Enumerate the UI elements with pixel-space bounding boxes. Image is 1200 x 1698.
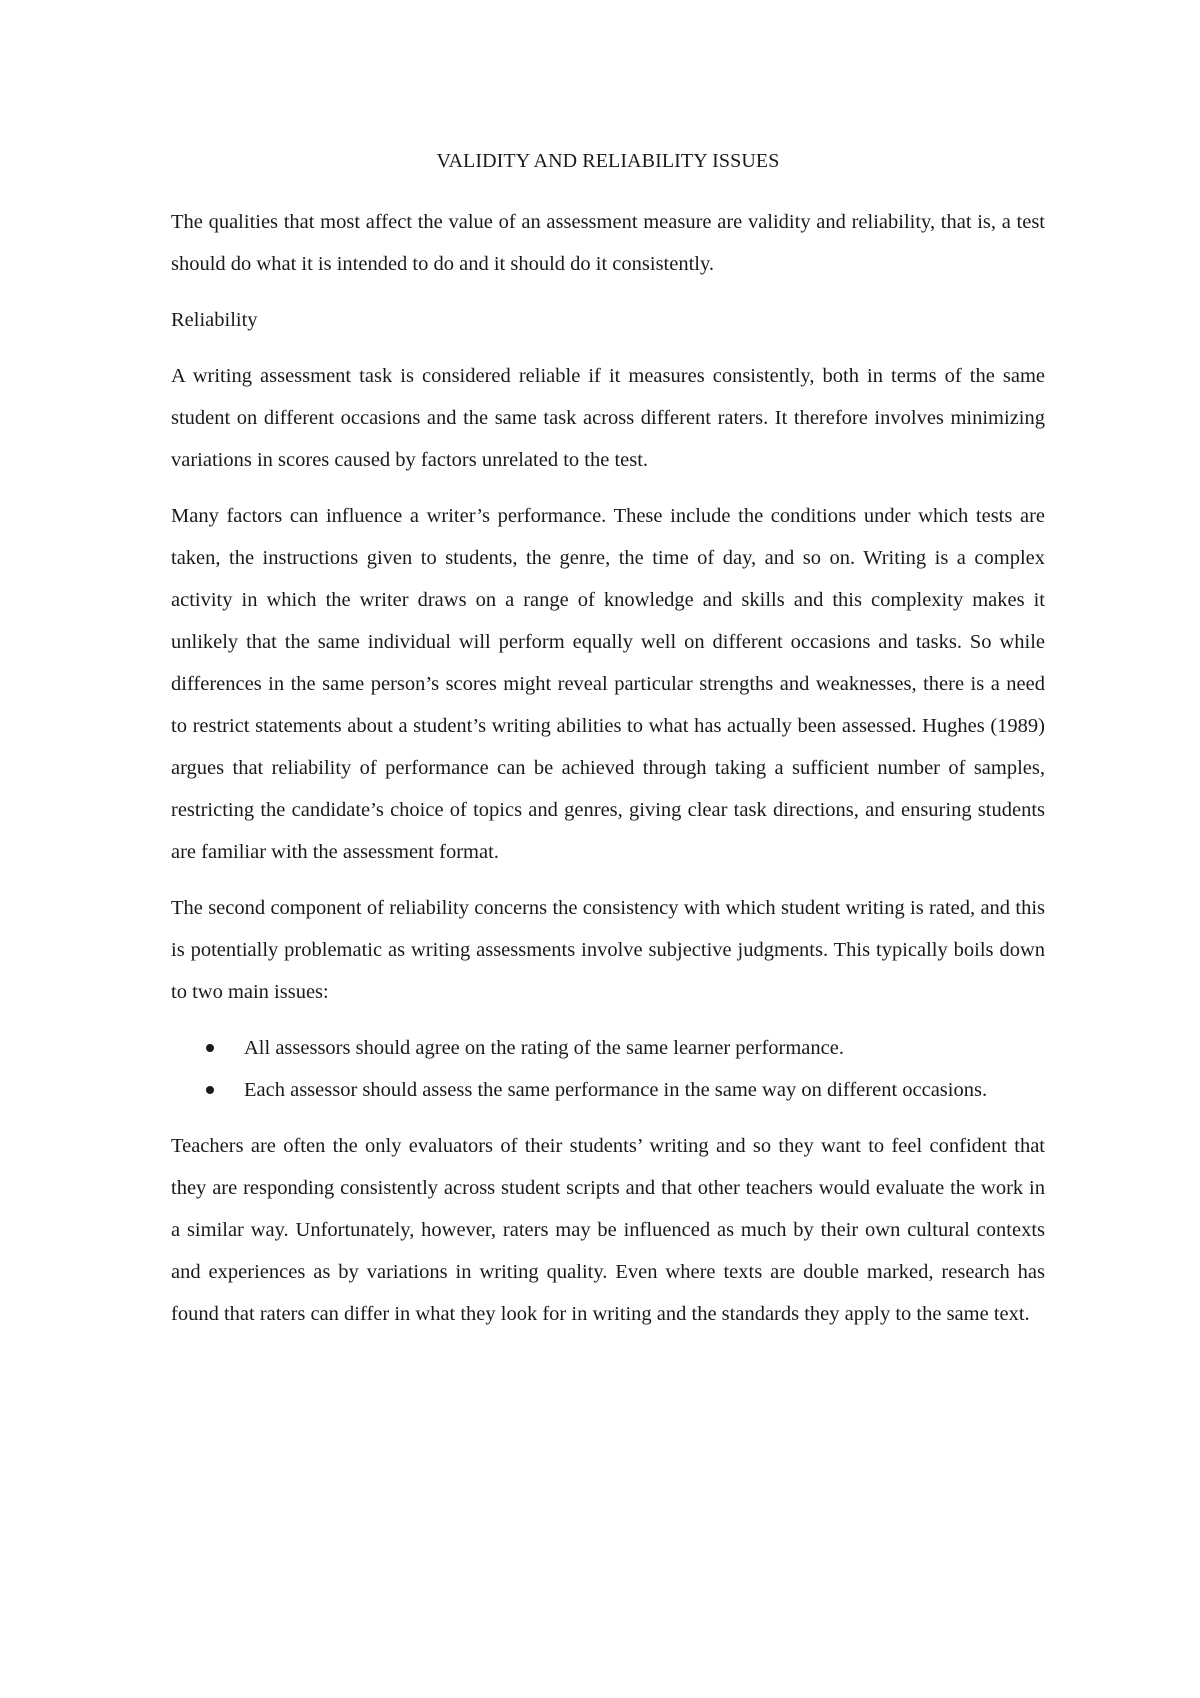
bullet-item (171, 1027, 1045, 1069)
body-paragraph: Many factors can influence a writer’s performance. These include the conditions under which tests are taken, the instructions given to students, the genre, the time of day, and so on. Writing is a complex activity in which the writer draws on a range of knowledge and skills and this complexity makes it unlikely that the same individual will perform equally well on different occasions and tasks. So while differences in the same person’s scores might reveal particular strengths and weaknesses, there is a need to restrict statements about a student’s writing abilities to what has actually been assessed. Hughes (1989) argues that reliability of performance can be achieved through taking a sufficient number of samples, restricting the candidate’s choice of topics and genres, giving clear task directions, and ensuring students are familiar with the assessment format. (171, 505, 1045, 863)
bullet-item (171, 1069, 1045, 1111)
bullet-text: Each assessor should assess the same performance in the same way on different occasions. (244, 1079, 988, 1101)
body-paragraph: The second component of reliability concerns the consistency with which student writing is rated, and this is potentially problematic as writing assessments involve subjective judgments. This typically boils down to two main issues: (171, 897, 1045, 1003)
document-title: VALIDITY AND RELIABILITY ISSUES (436, 150, 780, 172)
body-paragraph: A writing assessment task is considered reliable if it measures consistently, both in terms of the same student on different occasions and the same task across different raters. It therefore involves minimizing variations in scores caused by factors unrelated to the test. (171, 365, 1045, 471)
section-heading: Reliability (171, 309, 258, 331)
bullet-icon (206, 1086, 214, 1094)
intro-paragraph: The qualities that most affect the value of an assessment measure are validity and reliability, that is, a test should do what it is intended to do and it should do it consistently. (171, 211, 1045, 275)
document-page (171, 150, 1045, 1349)
bullet-list (171, 1027, 1045, 1111)
closing-paragraph: Teachers are often the only evaluators of their students’ writing and so they want to feel confident that they are responding consistently across student scripts and that other teachers would evaluate the work in a similar way. Unfortunately, however, raters may be influenced as much by their own cultural contexts and experiences as by variations in writing quality. Even where texts are double marked, research has found that raters can differ in what they look for in writing and the standards they apply to the same text. (171, 1135, 1045, 1325)
bullet-text: All assessors should agree on the rating of the same learner performance. (244, 1037, 844, 1059)
bullet-icon (206, 1044, 214, 1052)
